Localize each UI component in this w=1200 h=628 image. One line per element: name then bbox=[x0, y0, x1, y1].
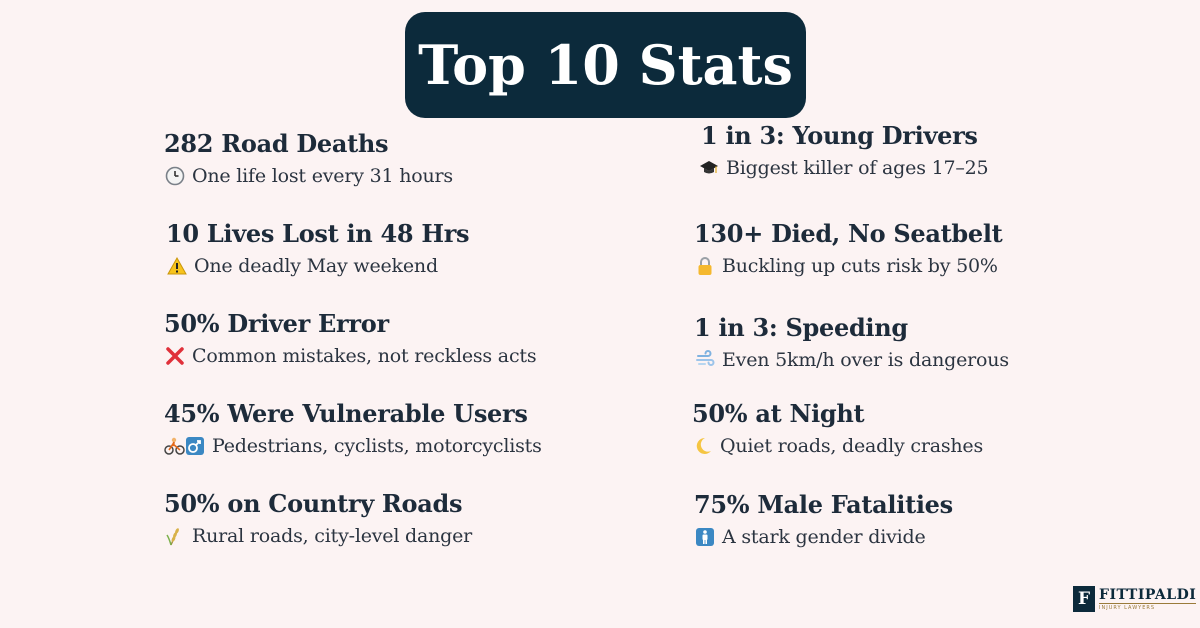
stat-item bbox=[164, 129, 453, 191]
stat-heading: 1 in 3: Speeding bbox=[694, 313, 908, 342]
stat-item bbox=[694, 490, 953, 552]
stat-heading: 50% on Country Roads bbox=[164, 489, 463, 518]
stat-item bbox=[166, 219, 469, 281]
stat-heading: 50% Driver Error bbox=[164, 309, 389, 338]
stat-heading: 10 Lives Lost in 48 Hrs bbox=[166, 219, 470, 248]
stat-heading: 1 in 3: Young Drivers bbox=[701, 121, 978, 150]
warning-icon bbox=[166, 255, 188, 277]
stat-heading: 50% at Night bbox=[692, 399, 865, 428]
stat-item bbox=[701, 121, 988, 183]
stat-description: Pedestrians, cyclists, motorcyclists bbox=[212, 435, 542, 457]
stat-item bbox=[692, 399, 983, 461]
stat-item bbox=[164, 399, 542, 461]
stat-item bbox=[164, 489, 472, 551]
stat-heading: 130+ Died, No Seatbelt bbox=[694, 219, 1003, 248]
clock-icon bbox=[164, 165, 186, 187]
title-banner bbox=[405, 12, 806, 118]
graduation-cap-icon bbox=[698, 157, 720, 179]
logo-tagline: INJURY LAWYERS bbox=[1099, 603, 1196, 612]
cyclist-icon bbox=[164, 435, 206, 457]
brand-logo bbox=[1073, 586, 1196, 612]
stat-heading: 45% Were Vulnerable Users bbox=[164, 399, 528, 428]
stat-description: Biggest killer of ages 17–25 bbox=[726, 157, 989, 179]
stat-description: A stark gender divide bbox=[722, 526, 926, 548]
wheat-icon bbox=[164, 525, 186, 547]
stat-description: One deadly May weekend bbox=[194, 255, 438, 277]
cross-mark-icon bbox=[164, 345, 186, 367]
logo-mark: F bbox=[1073, 586, 1095, 612]
stat-description: Even 5km/h over is dangerous bbox=[722, 349, 1009, 371]
wind-icon bbox=[694, 349, 716, 371]
stat-item bbox=[694, 219, 1002, 281]
page-title: Top 10 Stats bbox=[418, 33, 793, 97]
crescent-moon-icon bbox=[692, 435, 714, 457]
stat-description: One life lost every 31 hours bbox=[192, 165, 453, 187]
lock-icon bbox=[694, 255, 716, 277]
stat-description: Rural roads, city-level danger bbox=[192, 525, 473, 547]
logo-name: FITTIPALDI bbox=[1099, 586, 1197, 603]
stat-item bbox=[164, 309, 536, 371]
stat-heading: 282 Road Deaths bbox=[164, 129, 389, 158]
stat-heading: 75% Male Fatalities bbox=[694, 490, 953, 519]
stat-item bbox=[694, 313, 1009, 375]
stat-description: Buckling up cuts risk by 50% bbox=[722, 255, 998, 277]
stat-description: Quiet roads, deadly crashes bbox=[720, 435, 984, 457]
man-symbol-icon bbox=[694, 526, 716, 548]
stat-description: Common mistakes, not reckless acts bbox=[192, 345, 537, 367]
